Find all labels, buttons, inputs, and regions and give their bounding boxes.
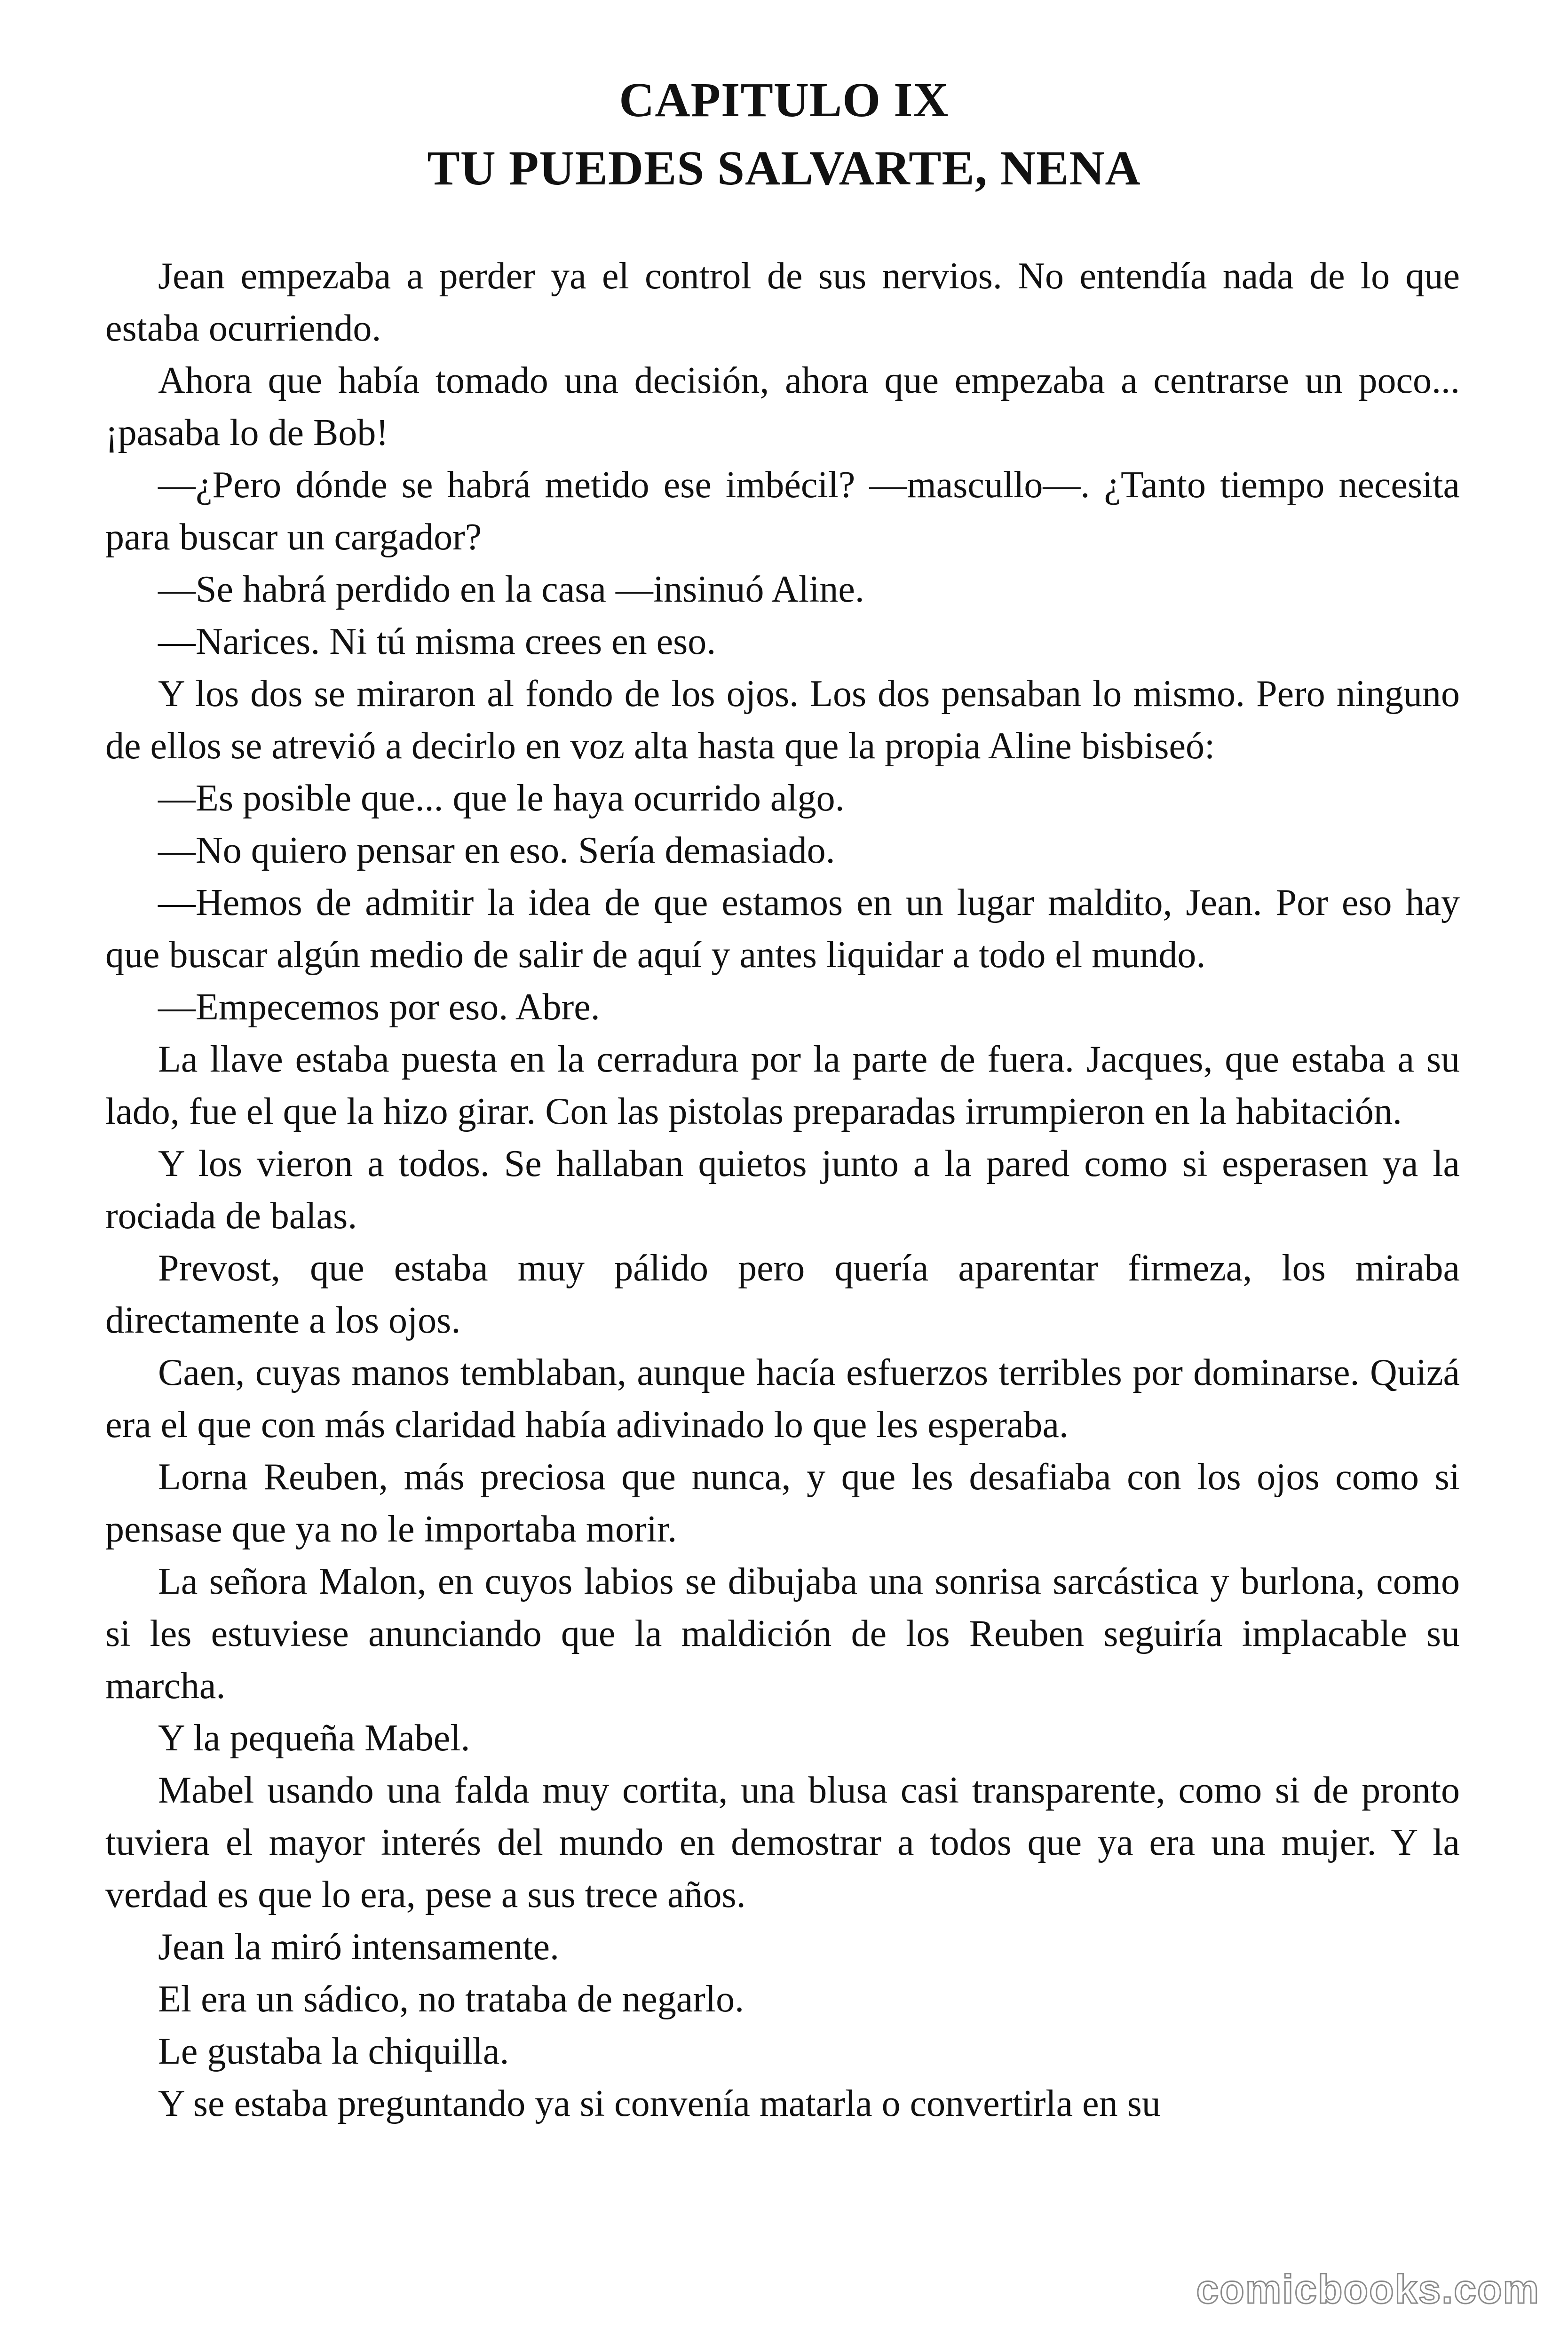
paragraph: —Se habrá perdido en la casa —insinuó Aline. <box>158 569 864 610</box>
paragraph: Y los vieron a todos. Se hallaban quietos junto a la pared como si esperasen ya la rociada de balas. <box>105 1143 1460 1237</box>
paragraph: Y se estaba preguntando ya si convenía matarla o convertirla en su <box>158 2083 1161 2124</box>
paragraph: Y la pequeña Mabel. <box>158 1717 470 1759</box>
paragraph: —Hemos de admitir la idea de que estamos en un lugar maldito, Jean. Por eso hay que buscar algún medio de salir de aquí y antes liquidar a todo el mundo. <box>105 882 1460 976</box>
paragraph: —¿Pero dónde se habrá metido ese imbécil? —mascullo—. ¿Tanto tiempo necesita para buscar un cargador? <box>105 464 1460 558</box>
chapter-number: CAPITULO IX <box>619 73 949 127</box>
paragraph: Ahora que había tomado una decisión, ahora que empezaba a centrarse un poco... ¡pasaba lo de Bob! <box>105 360 1460 453</box>
paragraph: Mabel usando una falda muy cortita, una blusa casi transparente, como si de pronto tuviera el mayor interés del mundo en demostrar a todos que ya era una mujer. Y la verdad es que lo era, pese a sus trece años. <box>105 1770 1460 1915</box>
paragraph: Le gustaba la chiquilla. <box>158 2031 509 2072</box>
paragraph: —Empecemos por eso. Abre. <box>158 986 600 1028</box>
paragraph: Lorna Reuben, más preciosa que nunca, y que les desafiaba con los ojos como si pensase que ya no le importaba morir. <box>105 1456 1460 1550</box>
watermark: comicbooks.com <box>1196 2267 1540 2312</box>
paragraph: El era un sádico, no trataba de negarlo. <box>158 1979 744 2020</box>
chapter-body <box>105 250 1460 2130</box>
paragraph: Caen, cuyas manos temblaban, aunque hacía esfuerzos terribles por dominarse. Quizá era el que con más claridad había adivinado lo que les esperaba. <box>105 1352 1460 1446</box>
paragraph: Jean empezaba a perder ya el control de sus nervios. No entendía nada de lo que estaba ocurriendo. <box>105 255 1460 349</box>
paragraph: Y los dos se miraron al fondo de los ojos. Los dos pensaban lo mismo. Pero ninguno de ellos se atrevió a decirlo en voz alta hasta que la propia Aline bisbiseó: <box>105 673 1460 767</box>
paragraph: La llave estaba puesta en la cerradura por la parte de fuera. Jacques, que estaba a su lado, fue el que la hizo girar. Con las pistolas preparadas irrumpieron en la habitación. <box>105 1039 1460 1132</box>
paragraph: —Es posible que... que le haya ocurrido algo. <box>158 778 845 819</box>
paragraph: —Narices. Ni tú misma crees en eso. <box>158 621 716 662</box>
chapter-heading <box>0 66 1568 202</box>
paragraph: Prevost, que estaba muy pálido pero quería aparentar firmeza, los miraba directamente a los ojos. <box>105 1248 1460 1341</box>
paragraph: La señora Malon, en cuyos labios se dibujaba una sonrisa sarcástica y burlona, como si les estuviese anunciando que la maldición de los Reuben seguiría implacable su marcha. <box>105 1561 1460 1707</box>
paragraph: Jean la miró intensamente. <box>158 1926 560 1968</box>
chapter-title: TU PUEDES SALVARTE, NENA <box>427 141 1141 195</box>
paragraph: —No quiero pensar en eso. Sería demasiado. <box>158 830 835 871</box>
